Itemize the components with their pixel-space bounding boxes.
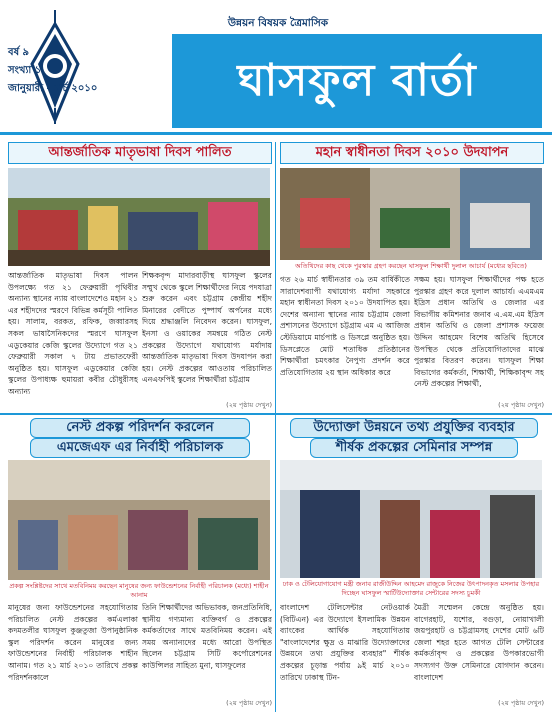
story2-column-1: গত ২৬ মার্চ স্বাধীনতার ৩৯ তম বার্ষিকীতে সারাদেশব্যাপী যথাযোগ্য মর্যাদা সহকারে মহান স্বাধীনতা দিবস ২০১০ উদযাপিত হয়। দেশের অন্যান্য স্থানের ন্যায় চট্টগ্রাম জেলা প্রশাসনের উদ্যোগে চট্টগ্রাম এম এ আজিজ স্টেডিয়ামে মার্চপাষ্ট ও ডিসপ্লে অনুষ্ঠিত হয়। ডিসপ্লেতে মোট শতাধিক প্রতিষ্ঠানের শিক্ষার্থীরা চমৎকার নৈপুণ্য প্রদর্শন করে প্রতিযোগিতায় ২য় স্থান অধিকার করে — [280, 275, 410, 377]
story3-column-2: তিনি শিক্ষার্থীদের অভিভাবক, জনপ্রতিনিধি, স্থানীয় গণ্যমান্য ব্যক্তিবর্গ ও প্রকল্পের কর্মকর্তাদের সাথে মতবিনিময় করেন। এই সময় অন্যান্যদের মধ্যে আরো উপস্থিত ছিলেন চট্টগ্রাম সিটি কর্পোরেশনের কাউন্সিলর সাহিত্য মুনা, ঘাসফুলের — [142, 603, 272, 670]
story3-column-1: মানুষের জন্য ফাউন্ডেশনের সহযোগিতায় পরিচালিত নেস্ট প্রকল্পের কর্মএলাকা কদমতলীর ঘাসফুল কুঞ্জতুজা উপানুষ্ঠানিক স্কুল পরিদর্শন করেন মানুষের জন্য ফাউন্ডেশনের নির্বাহী পরিচালক শাহীন আনাম। গত ২১ মার্চ ২০১০ তারিখে প্রকল্প পরিদর্শনকালে — [8, 603, 138, 682]
story3-caption: প্রকল্প সংশ্লিষ্টদের সাথে মতবিনিময় করছেন মানুষের জন্য ফাউন্ডেশনের নির্বাহী পরিচালক (মধ্যে) শাহীন আনাম — [9, 582, 269, 599]
issue-date: জানুয়ারী - মার্চ ২০১০ — [8, 83, 98, 94]
story4-headline-line2: শীর্ষক প্রকল্পের সেমিনার সম্পন্ন — [310, 438, 518, 458]
story2-column-2: সক্ষম হয়। ঘাসফুল শিক্ষার্থীদের পক্ষ হতে পুরস্কার গ্রহণ করে দুলাল আচার্য। এএমএম ইদ্রিস প্রধান অতিথি ও জেলার এর বিভাগীয় কমিশনার জনাব এ.এম.এম ইদ্রিস প্রধান অতিথি ও জেলা প্রশাসক ফয়েজ উদ্দিন আহমেদ বিশেষ অতিথি হিসেবে উপস্থিত থেকে প্রতিযোগিতাদের মাঝে পুরস্কার বিতরণ করেন। ঘাসফুল শিক্ষা বিভাগের কর্মকর্তা, শিক্ষার্থী, শিক্ষিকাবৃন্দ সহ নেস্ট প্রকল্পের শিক্ষার্থী, — [414, 275, 544, 389]
story3-photo — [8, 460, 270, 580]
volume-number: বর্ষ ৯ — [8, 47, 30, 58]
story1-continued: (২য় পৃষ্ঠায় দেখুন) — [226, 401, 272, 409]
masthead-tagline: উন্নয়ন বিষয়ক ত্রৈমাসিক — [227, 17, 329, 29]
story4-headline-line1: উদ্যোক্তা উন্নয়নে তথ্য প্রযুক্তির ব্যবহার — [290, 418, 538, 438]
story3-headline-line1: নেস্ট প্রকল্প পরিদর্শন করলেন — [30, 418, 250, 438]
story2-continued: (২য় পৃষ্ঠায় দেখুন) — [498, 401, 544, 409]
story1-column-2: শিক্ষকবৃন্দ মাদারবাড়ীস্থ ঘাসফুল স্কুলের সম্মুখ থেকে স্কুলে শিক্ষার্থীদের নিয়ে পদযাত্রা শুরু করেন এবং চট্টগ্রাম কেন্দ্রীয় শহীদ মিনারের বেদীতে পুষ্পার্ঘ অর্পনের মধ্যে দিয়ে শ্রদ্ধাঞ্জলি নিবেদন করেন। ঘাসফুল, ইনসা ও ওয়াকের সমন্বয়ে গঠিত নেস্ট প্রকল্পের উদ্যোগে যথাযোগ্য মর্যাদায় আন্তর্জাতিক মাতৃভাষা দিবস উদযাপন করা হয়। নেস্ট প্রকল্পের আওতায় পরিচালিত এনএফপিই স্কুলের শিক্ষার্থীরা চট্টগ্রাম — [142, 271, 272, 385]
story3-headline-line2: এমজেএফ এর নির্বাহী পরিচালক — [30, 438, 250, 458]
issue-info — [8, 44, 168, 130]
story2-headline: মহান স্বাধীনতা দিবস ২০১০ উদযাপন — [280, 142, 544, 164]
story3-continued: (২য় পৃষ্ঠায় দেখুন) — [226, 699, 272, 707]
story4-caption: ঢাক ও টেলিযোগাযোগ মন্ত্রী জনাব রাজীউদ্দিন আহমেদ রাজুকে নিজের উৎপাদনকৃত মসলার উপহার দিচ্ছেন ঘাসফুল স্মার্টিউদ্যোক্তার সেন্টারের সদস্য চুমকী — [282, 580, 540, 597]
story4-photo — [280, 460, 542, 578]
masthead-title: ঘাসফুল বার্তা — [237, 55, 477, 106]
story4-column-2: মৈত্রী সম্মেলন কেন্দ্রে অনুষ্ঠিত হয়। বাগেরহাট, যশোর, বগুড়া, নোয়াখালী জয়পুরহাট ও চট্টগ্রামসহ দেশের মোট ৬টি জেলা শহর হতে আগত টেলি সেন্টারের কর্মকর্তাবৃন্দ ও প্রকল্পের উপকারভোগী সদস্যগণ উক্ত সেমিনারে যোগদান করেন। বাংলাদেশ — [414, 603, 544, 682]
story1-photo — [8, 168, 270, 266]
story4-column-1: বাংলাদেশ টেলিসেন্টার নেটওয়ার্ক (বিটিএন) এর উদ্যোগে ইসলামিক উন্নয়ন ব্যাংকের আর্থিক সহযোগিতায় "বাংলাদেশের ক্ষুদ্র ও মাঝারি উদ্যোক্তাদের উন্নয়নে তথ্য প্রযুক্তির ব্যবহার" শীর্ষক প্রকল্পের চূড়ান্ত পর্যায় ৯ই মার্চ ২০১০ তারিখে ঢাকাস্থ টিন- — [280, 603, 410, 682]
story1-headline: আন্তর্জাতিক মাতৃভাষা দিবস পালিত — [8, 142, 272, 164]
masthead-divider — [0, 132, 552, 135]
column-divider — [275, 142, 276, 712]
story2-photo — [280, 168, 542, 260]
story4-continued: (২য় পৃষ্ঠায় দেখুন) — [498, 699, 544, 707]
issue-number: সংখ্যা ১ — [8, 65, 42, 76]
section-divider — [0, 413, 552, 415]
story1-column-1: আন্তর্জাতিক মাতৃভাষা দিবস পালন উপলক্ষ্যে গত ২১ ফেব্রুয়ারী পৃথিবীর অন্যান্য স্থানের ন্যায় বাংলাদেশেও মহান ২১ এর শহীদদের স্মরণে বিভিন্ন কর্মসূচী পালিত হয়। সালাম, বরকত, রফিক, জব্বারসহ সকল ভাষাসৈনিকদের স্মরণে ঘাসফুল এডুকেয়ার কেজি স্কুলের উদ্যোগে গত ২১ ফেব্রুয়ারী সকাল ৭ টায় প্রভাতফেরী অনুষ্ঠিত হয়। ঘাসফুল এডুকেয়ার কেজি স্কুলের উপাধ্যক্ষ হুমায়রা কবীর চৌধুরীসহ অন্যান্য — [8, 271, 138, 396]
story2-caption: অতিথিদের কাছ থেকে পুরস্কার গ্রহণ করছেন ঘাসফুল শিক্ষার্থী দুলাল আচার্য (মধ্যের ছবিতে) — [295, 262, 527, 270]
